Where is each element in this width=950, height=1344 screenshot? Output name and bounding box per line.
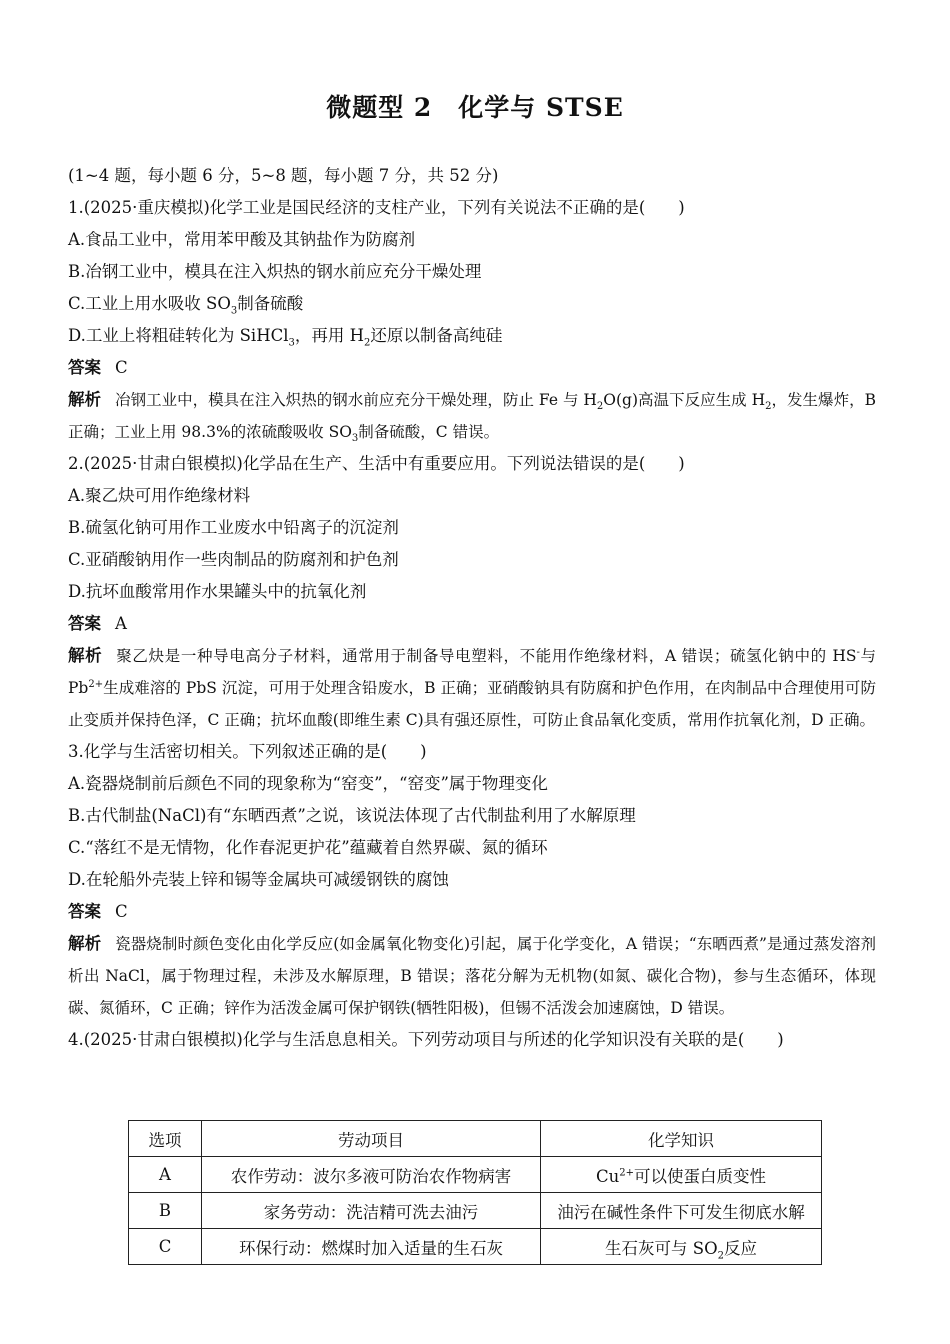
question-4-table: [128, 1120, 822, 1265]
question-1-stem: 1.(2025·重庆模拟)化学工业是国民经济的支柱产业，下列有关说法不正确的是( ): [68, 198, 685, 217]
table-cell-labor: 环保行动：燃煤时加入适量的生石灰: [202, 1229, 541, 1265]
explanation-label: 解析: [68, 934, 102, 953]
table-header-labor: 劳动项目: [202, 1121, 541, 1157]
table-cell-knowledge: $Cu^{2+}$可以使蛋白质变性: [541, 1157, 822, 1193]
question-2-option-d: D.抗坏血酸常用作水果罐头中的抗氧化剂: [68, 582, 367, 601]
page-title: 微题型 2 化学与 STSE: [326, 93, 624, 122]
table-row: [129, 1229, 822, 1265]
table-header-option: 选项: [129, 1121, 202, 1157]
answer-label: 答案: [68, 902, 101, 921]
table-row: [129, 1193, 822, 1229]
table-header-knowledge: 化学知识: [541, 1121, 822, 1157]
score-instructions: (1~4 题，每小题 6 分，5~8 题，每小题 7 分，共 52 分): [68, 166, 499, 185]
question-1-explanation: 解析 冶钢工业中，模具在注入炽热的钢水前应充分干燥处理，防止 Fe 与 $H_2O(g)$高温下反应生成 $H_2$，发生爆炸，B 正确；工业上用 98.3%的浓硫酸吸收 $SO_3$制备硫酸，C 错误。: [68, 390, 876, 445]
question-2-answer: 答案 A: [68, 614, 127, 633]
answer-label: 答案: [68, 614, 101, 633]
explanation-label: 解析: [68, 390, 102, 409]
question-3-explanation: 解析 瓷器烧制时颜色变化由化学反应(如金属氧化物变化)引起，属于化学变化，A 错误；“东晒西煮”是通过蒸发溶剂析出 NaCl，属于物理过程，未涉及水解原理，B 错误；落花分解为无机物(如氮、碳化合物)，参与生态循环，体现碳、氮循环，C 正确；锌作为活泼金属可保护钢铁(牺牲阳极)，但锡不活泼会加速腐蚀，D 错误。: [68, 934, 876, 1017]
question-3-option-d: D.在轮船外壳装上锌和锡等金属块可减缓钢铁的腐蚀: [68, 870, 449, 889]
question-3-option-a: A.瓷器烧制前后颜色不同的现象称为“窑变”，“窑变”属于物理变化: [68, 774, 548, 793]
table-cell-labor: 家务劳动：洗洁精可洗去油污: [202, 1193, 541, 1229]
question-2-stem: 2.(2025·甘肃白银模拟)化学品在生产、生活中有重要应用。下列说法错误的是( ): [68, 454, 685, 473]
question-3-option-b: B.古代制盐(NaCl)有“东晒西煮”之说，该说法体现了古代制盐利用了水解原理: [68, 806, 636, 825]
question-1-option-a: A.食品工业中，常用苯甲酸及其钠盐作为防腐剂: [68, 230, 416, 249]
question-2-explanation: 解析 聚乙炔是一种导电高分子材料，通常用于制备导电塑料，不能用作绝缘材料，A 错误；硫氢化钠中的 HS-与 $Pb^{2+}$生成难溶的 PbS 沉淀，可用于处理含铅废水，B 正确；亚硝酸钠具有防腐和护色作用，在肉制品中合理使用可防止变质并保持色泽，C 正确；抗坏血酸(即维生素 C)具有强还原性，可防止食品氧化变质，常用作抗氧化剂，D 正确。: [68, 646, 877, 729]
table-cell-knowledge: 油污在碱性条件下可发生彻底水解: [541, 1193, 822, 1229]
table-cell-labor: 农作劳动：波尔多液可防治农作物病害: [202, 1157, 541, 1193]
question-1-answer: 答案 C: [68, 358, 128, 377]
question-3-option-c: C.“落红不是无情物，化作春泥更护花”蕴藏着自然界碳、氮的循环: [68, 838, 548, 857]
table-cell-option: C: [129, 1229, 202, 1265]
table-cell-knowledge: 生石灰可与 $SO_2$反应: [541, 1229, 822, 1265]
question-1-option-b: B.冶钢工业中，模具在注入炽热的钢水前应充分干燥处理: [68, 262, 482, 281]
table-cell-option: B: [129, 1193, 202, 1229]
question-2-option-b: B.硫氢化钠可用作工业废水中铅离子的沉淀剂: [68, 518, 399, 537]
table-header-row: [129, 1121, 822, 1157]
question-2-option-a: A.聚乙炔可用作绝缘材料: [68, 486, 251, 505]
answer-label: 答案: [68, 358, 101, 377]
question-content: [68, 160, 876, 1056]
table-row: [129, 1157, 822, 1193]
question-2-option-c: C.亚硝酸钠用作一些肉制品的防腐剂和护色剂: [68, 550, 399, 569]
explanation-label: 解析: [68, 646, 103, 665]
question-1-option-d: D.工业上将粗硅转化为 SiHCl$_3$，再用 $H_2$还原以制备高纯硅: [68, 326, 503, 349]
question-3-answer: 答案 C: [68, 902, 128, 921]
question-3-stem: 3.化学与生活密切相关。下列叙述正确的是( ): [68, 742, 427, 761]
question-1-option-c: C.工业上用水吸收 $SO_3$制备硫酸: [68, 294, 304, 317]
question-4-stem: 4.(2025·甘肃白银模拟)化学与生活息息相关。下列劳动项目与所述的化学知识没有关联的是( ): [68, 1030, 784, 1049]
table-cell-option: A: [129, 1157, 202, 1193]
